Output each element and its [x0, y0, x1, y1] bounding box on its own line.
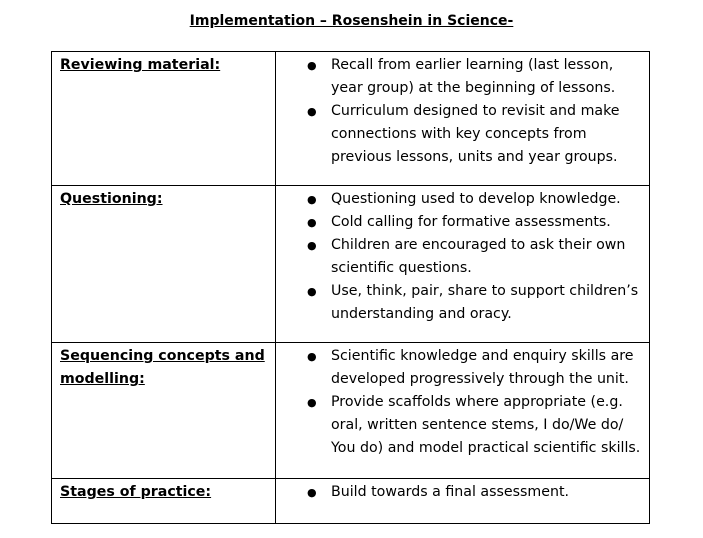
bullet-list — [276, 188, 645, 326]
list-item-text: Build towards a final assessment. — [331, 484, 570, 500]
bullet-icon: ● — [307, 239, 317, 252]
bullet-icon: ● — [307, 396, 317, 409]
table-row — [52, 52, 650, 186]
row-content — [276, 479, 650, 524]
row-label-sequencing-concepts: Sequencing concepts and modelling: — [52, 343, 276, 479]
list-item-text: Curriculum designed to revisit and make connections with key concepts from previous lessons, units and year groups. — [331, 103, 620, 165]
list-item — [307, 345, 645, 391]
bullet-icon: ● — [307, 59, 317, 72]
row-content — [276, 186, 650, 343]
list-item — [307, 54, 645, 100]
bullet-icon: ● — [307, 350, 317, 363]
row-content — [276, 343, 650, 479]
list-item — [307, 481, 645, 504]
row-content — [276, 52, 650, 186]
list-item — [307, 391, 645, 460]
list-item-text: Use, think, pair, share to support children’s understanding and oracy. — [331, 283, 639, 322]
list-item — [307, 188, 645, 211]
list-item — [307, 234, 645, 280]
bullet-icon: ● — [307, 105, 317, 118]
list-item — [307, 100, 645, 169]
list-item — [307, 280, 645, 326]
bullet-icon: ● — [307, 285, 317, 298]
list-item-text: Provide scaffolds where appropriate (e.g. oral, written sentence stems, I do/We do/ You do) and model practical scientific skills. — [331, 394, 641, 456]
bullet-icon: ● — [307, 216, 317, 229]
list-item-text: Scientific knowledge and enquiry skills are developed progressively through the unit. — [331, 348, 634, 387]
implementation-table — [51, 51, 650, 524]
list-item-text: Recall from earlier learning (last lesson, year group) at the beginning of lessons. — [331, 57, 616, 96]
row-label-stages-of-practice: Stages of practice: — [52, 479, 276, 524]
table-row — [52, 186, 650, 343]
bullet-list — [276, 54, 645, 169]
list-item-text: Children are encouraged to ask their own scientific questions. — [331, 237, 626, 276]
table-row — [52, 479, 650, 524]
document-title: Implementation – Rosenshein in Science- — [189, 13, 514, 29]
list-item — [307, 211, 645, 234]
bullet-icon: ● — [307, 193, 317, 206]
table-row — [52, 343, 650, 479]
list-item-text: Questioning used to develop knowledge. — [331, 191, 621, 207]
row-label-reviewing-material: Reviewing material: — [52, 52, 276, 186]
bullet-list — [276, 481, 645, 504]
bullet-icon: ● — [307, 486, 317, 499]
list-item-text: Cold calling for formative assessments. — [331, 214, 611, 230]
bullet-list — [276, 345, 645, 460]
row-label-questioning: Questioning: — [52, 186, 276, 343]
